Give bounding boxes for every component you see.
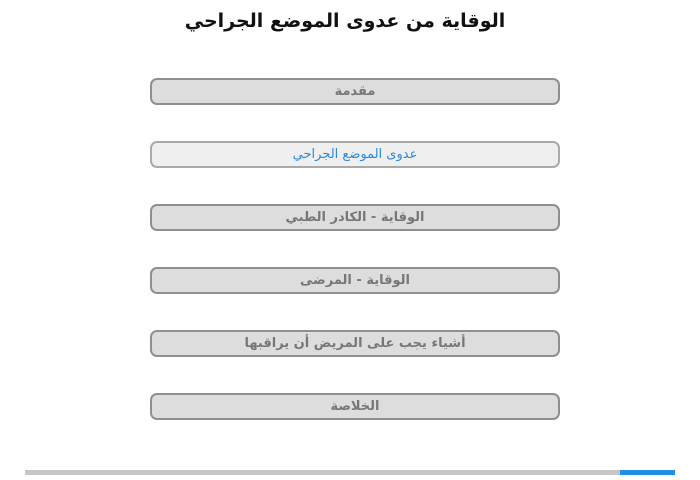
menu-item-introduction[interactable]: مقدمة (150, 78, 560, 105)
lesson-menu (150, 78, 560, 456)
progress-bar (25, 470, 675, 475)
progress-bar-fill (620, 470, 675, 475)
menu-item-prevention-patients[interactable]: الوقاية - المرضى (150, 267, 560, 294)
page-title: الوقاية من عدوى الموضع الجراحي (184, 10, 506, 32)
menu-item-prevention-medical-staff[interactable]: الوقاية - الكادر الطبي (150, 204, 560, 231)
menu-item-surgical-site-infection[interactable]: عدوى الموضع الجراحي (150, 141, 560, 168)
menu-item-things-to-watch[interactable]: أشياء يجب على المريض أن يراقبها (150, 330, 560, 357)
menu-item-summary[interactable]: الخلاصة (150, 393, 560, 420)
